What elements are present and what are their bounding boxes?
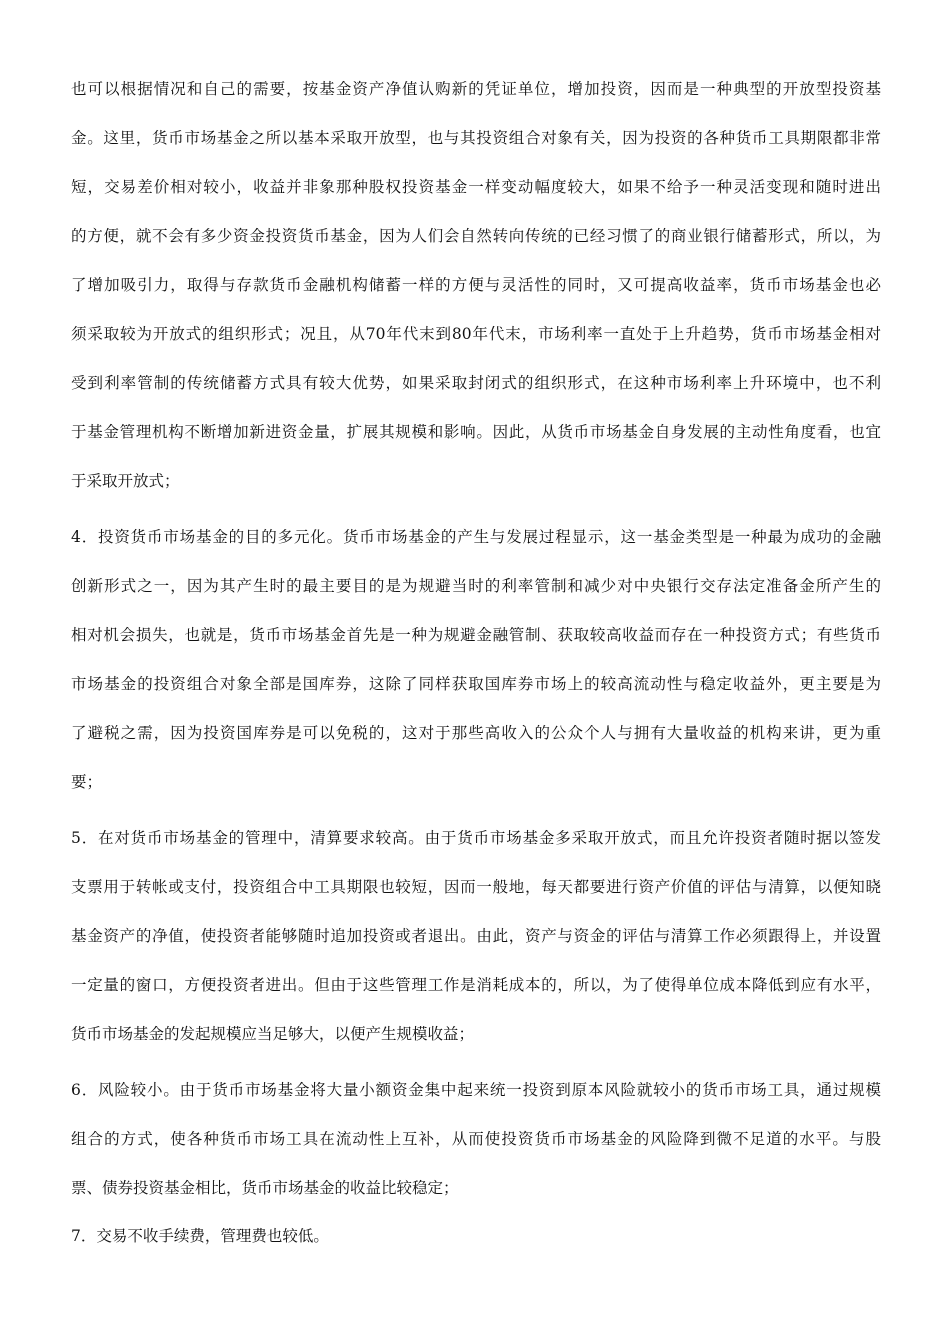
text-line: 相对机会损失，也就是，货币市场基金首先是一种为规避金融管制、获取较高收益而存在一种投资方式；有些货币 — [71, 626, 881, 644]
text-line: 一定量的窗口，方便投资者进出。但由于这些管理工作是消耗成本的，所以，为了使得单位成本降低到应有水平， — [71, 976, 881, 994]
text-line: 于基金管理机构不断增加新进资金量，扩展其规模和影响。因此，从货币市场基金自身发展的主动性角度看，也宜 — [71, 423, 881, 441]
text-line: 货币市场基金的发起规模应当足够大，以便产生规模收益； — [71, 1025, 475, 1043]
text-line: 要； — [71, 773, 103, 791]
text-line: 于采取开放式； — [71, 472, 180, 490]
text-line: 创新形式之一，因为其产生时的最主要目的是为规避当时的利率管制和减少对中央银行交存法定准备金所产生的 — [71, 577, 881, 595]
text-line: 的方便，就不会有多少资金投资货币基金，因为人们会自然转向传统的已经习惯了的商业银行储蓄形式，所以，为 — [71, 227, 881, 245]
text-line: 5．在对货币市场基金的管理中，清算要求较高。由于货币市场基金多采取开放式，而且允许投资者随时据以签发 — [71, 829, 881, 847]
text-line: 金。这里，货币市场基金之所以基本采取开放型，也与其投资组合对象有关，因为投资的各种货币工具期限都非常 — [71, 129, 881, 147]
text-line: 6．风险较小。由于货币市场基金将大量小额资金集中起来统一投资到原本风险就较小的货币市场工具，通过规模 — [71, 1081, 881, 1099]
text-line: 短，交易差价相对较小，收益并非象那种股权投资基金一样变动幅度较大，如果不给予一种灵活变现和随时进出 — [71, 178, 881, 196]
text-line: 7．交易不收手续费，管理费也较低。 — [71, 1227, 329, 1245]
text-line: 组合的方式，使各种货币市场工具在流动性上互补，从而使投资货币市场基金的风险降到微不足道的水平。与股 — [71, 1130, 881, 1148]
text-line: 基金资产的净值，使投资者能够随时追加投资或者退出。由此，资产与资金的评估与清算工作必须跟得上，并设置 — [71, 927, 881, 945]
text-line: 票、债券投资基金相比，货币市场基金的收益比较稳定； — [71, 1179, 459, 1197]
text-line: 4．投资货币市场基金的目的多元化。货币市场基金的产生与发展过程显示，这一基金类型是一种最为成功的金融 — [71, 528, 881, 546]
text-line: 了避税之需，因为投资国库券是可以免税的，这对于那些高收入的公众个人与拥有大量收益的机构来讲，更为重 — [71, 724, 881, 742]
text-line: 须采取较为开放式的组织形式；况且，从70年代末到80年代末，市场利率一直处于上升趋势，货币市场基金相对 — [71, 325, 881, 343]
text-line: 支票用于转帐或支付，投资组合中工具期限也较短，因而一般地，每天都要进行资产价值的评估与清算，以便知晓 — [71, 878, 881, 896]
text-line: 也可以根据情况和自己的需要，按基金资产净值认购新的凭证单位，增加投资，因而是一种典型的开放型投资基 — [71, 80, 881, 98]
text-line: 了增加吸引力，取得与存款货币金融机构储蓄一样的方便与灵活性的同时，又可提高收益率，货币市场基金也必 — [71, 276, 881, 294]
text-line: 市场基金的投资组合对象全部是国库券，这除了同样获取国库券市场上的较高流动性与稳定收益外，更主要是为 — [71, 675, 881, 693]
text-line: 受到利率管制的传统储蓄方式具有较大优势，如果采取封闭式的组织形式，在这种市场利率上升环境中，也不利 — [71, 374, 881, 392]
